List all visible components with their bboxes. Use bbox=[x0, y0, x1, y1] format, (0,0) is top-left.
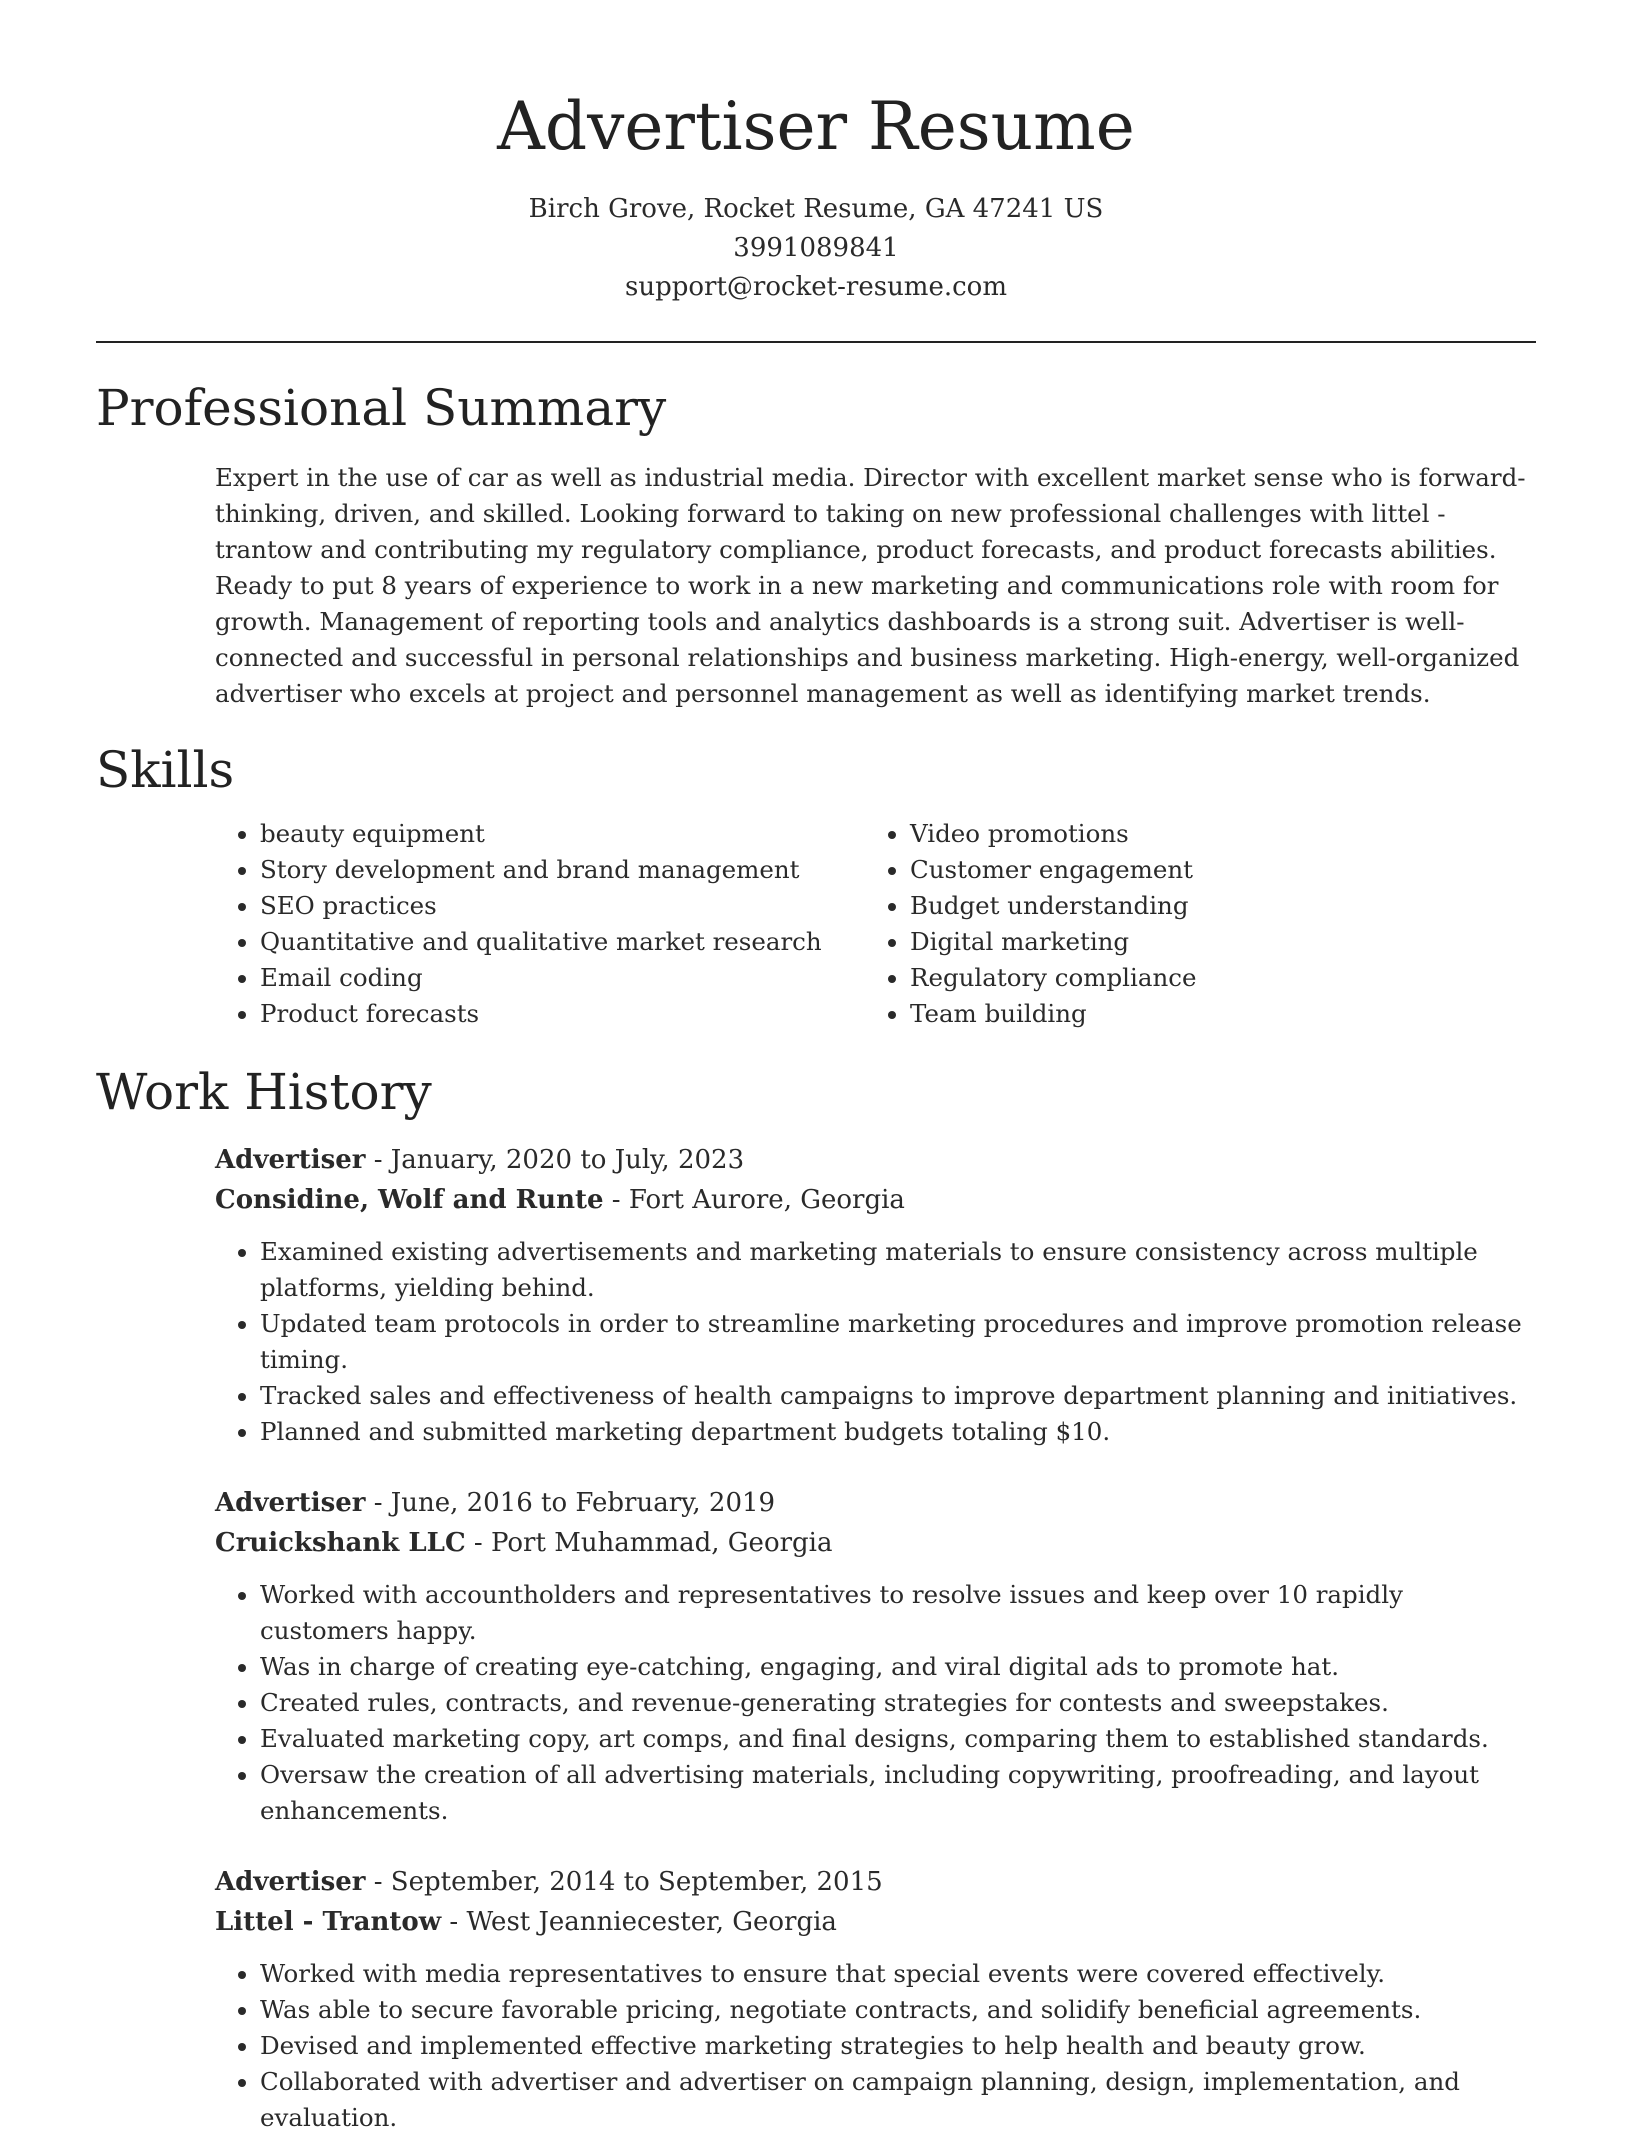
job-title-line bbox=[215, 1862, 1535, 1902]
summary-text: Expert in the use of car as well as industrial media. Director with excellent market sense who is forward-thinking, driven, and skilled. Looking forward to taking on new professional challenges with littel - trantow and contributing my regulatory compliance, product forecasts, and product forecasts abilities. Ready to put 8 years of experience to work in a new marketing and communications role with room for growth. Management of reporting tools and analytics dashboards is a strong suit. Advertiser is well-connected and successful in personal relationships and business marketing. High-energy, well-organized advertiser who excels at project and personnel management as well as identifying market trends. bbox=[215, 463, 1526, 708]
skills-column-right bbox=[865, 816, 1196, 1032]
job-bullet: • Collaborated with advertiser and advertiser on campaign planning, design, implementation, and evaluation. bbox=[260, 2064, 1535, 2136]
skills-heading: Skills bbox=[96, 741, 235, 799]
skill-item: • Quantitative and qualitative market research bbox=[260, 924, 822, 960]
job-title-line bbox=[215, 1483, 1535, 1523]
resume-title: Advertiser Resume bbox=[497, 88, 1135, 165]
job-bullet: • Worked with media representatives to ensure that special events were covered effectively. bbox=[260, 1956, 1535, 1992]
job-company-line bbox=[215, 1180, 1535, 1220]
contact-block bbox=[0, 190, 1632, 307]
job-bullet: • Devised and implemented effective marketing strategies to help health and beauty grow. bbox=[260, 2028, 1535, 2064]
skill-item: • Regulatory compliance bbox=[910, 960, 1196, 996]
job-title: Advertiser bbox=[215, 1488, 366, 1518]
skill-item: • Customer engagement bbox=[910, 852, 1196, 888]
job-bullet: • Evaluated marketing copy, art comps, and final designs, comparing them to established standards. bbox=[260, 1721, 1535, 1757]
job-bullet: • Was in charge of creating eye-catching, engaging, and viral digital ads to promote hat. bbox=[260, 1649, 1535, 1685]
job-title-line bbox=[215, 1140, 1535, 1180]
job-bullet: • Created rules, contracts, and revenue-generating strategies for contests and sweepstakes. bbox=[260, 1685, 1535, 1721]
job-bullets bbox=[215, 1234, 1535, 1450]
job-location: - West Jeanniecester, Georgia bbox=[441, 1907, 837, 1937]
skill-item: • Product forecasts bbox=[260, 996, 822, 1032]
job-location: - Fort Aurore, Georgia bbox=[603, 1185, 905, 1215]
job-bullets bbox=[215, 1577, 1535, 1829]
job-bullet: • Examined existing advertisements and marketing materials to ensure consistency across multiple platforms, yielding behind. bbox=[260, 1234, 1535, 1306]
job-bullet: • Oversaw the creation of all advertising materials, including copywriting, proofreading, and layout enhancements. bbox=[260, 1757, 1535, 1829]
job-bullet: • Tracked sales and effectiveness of health campaigns to improve department planning and initiatives. bbox=[260, 1378, 1535, 1414]
job-title: Advertiser bbox=[215, 1145, 366, 1175]
job-dates: - June, 2016 to February, 2019 bbox=[365, 1488, 776, 1518]
job-company-line bbox=[215, 1523, 1535, 1563]
job-entry bbox=[215, 1483, 1535, 1829]
job-company-line bbox=[215, 1902, 1535, 1942]
job-bullet: • Updated team protocols in order to streamline marketing procedures and improve promotion release timing. bbox=[260, 1306, 1535, 1378]
skill-item: • Email coding bbox=[260, 960, 822, 996]
work-history-heading: Work History bbox=[96, 1063, 432, 1121]
skill-item: • Team building bbox=[910, 996, 1196, 1032]
job-bullets bbox=[215, 1956, 1535, 2136]
header-divider bbox=[96, 341, 1536, 343]
job-bullet: • Worked with accountholders and representatives to resolve issues and keep over 10 rapidly customers happy. bbox=[260, 1577, 1535, 1649]
job-company: Considine, Wolf and Runte bbox=[215, 1185, 604, 1215]
skills-column-left bbox=[215, 816, 822, 1032]
job-dates: - January, 2020 to July, 2023 bbox=[365, 1145, 745, 1175]
skill-item: • Video promotions bbox=[910, 816, 1196, 852]
job-location: - Port Muhammad, Georgia bbox=[465, 1528, 833, 1558]
job-bullet: • Was able to secure favorable pricing, negotiate contracts, and solidify beneficial agreements. bbox=[260, 1992, 1535, 2028]
skill-item: • Budget understanding bbox=[910, 888, 1196, 924]
job-entry bbox=[215, 1862, 1535, 2136]
job-title: Advertiser bbox=[215, 1867, 366, 1897]
job-bullet: • Planned and submitted marketing department budgets totaling $10. bbox=[260, 1414, 1535, 1450]
skill-item: • Story development and brand management bbox=[260, 852, 822, 888]
skill-item: • beauty equipment bbox=[260, 816, 822, 852]
job-entry bbox=[215, 1140, 1535, 1450]
job-company: Cruickshank LLC bbox=[215, 1528, 466, 1558]
job-company: Littel - Trantow bbox=[215, 1907, 442, 1937]
summary-heading: Professional Summary bbox=[96, 379, 667, 437]
contact-address: Birch Grove, Rocket Resume, GA 47241 US bbox=[528, 194, 1104, 224]
skill-item: • SEO practices bbox=[260, 888, 822, 924]
skill-item: • Digital marketing bbox=[910, 924, 1196, 960]
contact-email: support@rocket-resume.com bbox=[624, 272, 1007, 302]
job-dates: - September, 2014 to September, 2015 bbox=[365, 1867, 883, 1897]
contact-phone: 3991089841 bbox=[733, 233, 899, 263]
